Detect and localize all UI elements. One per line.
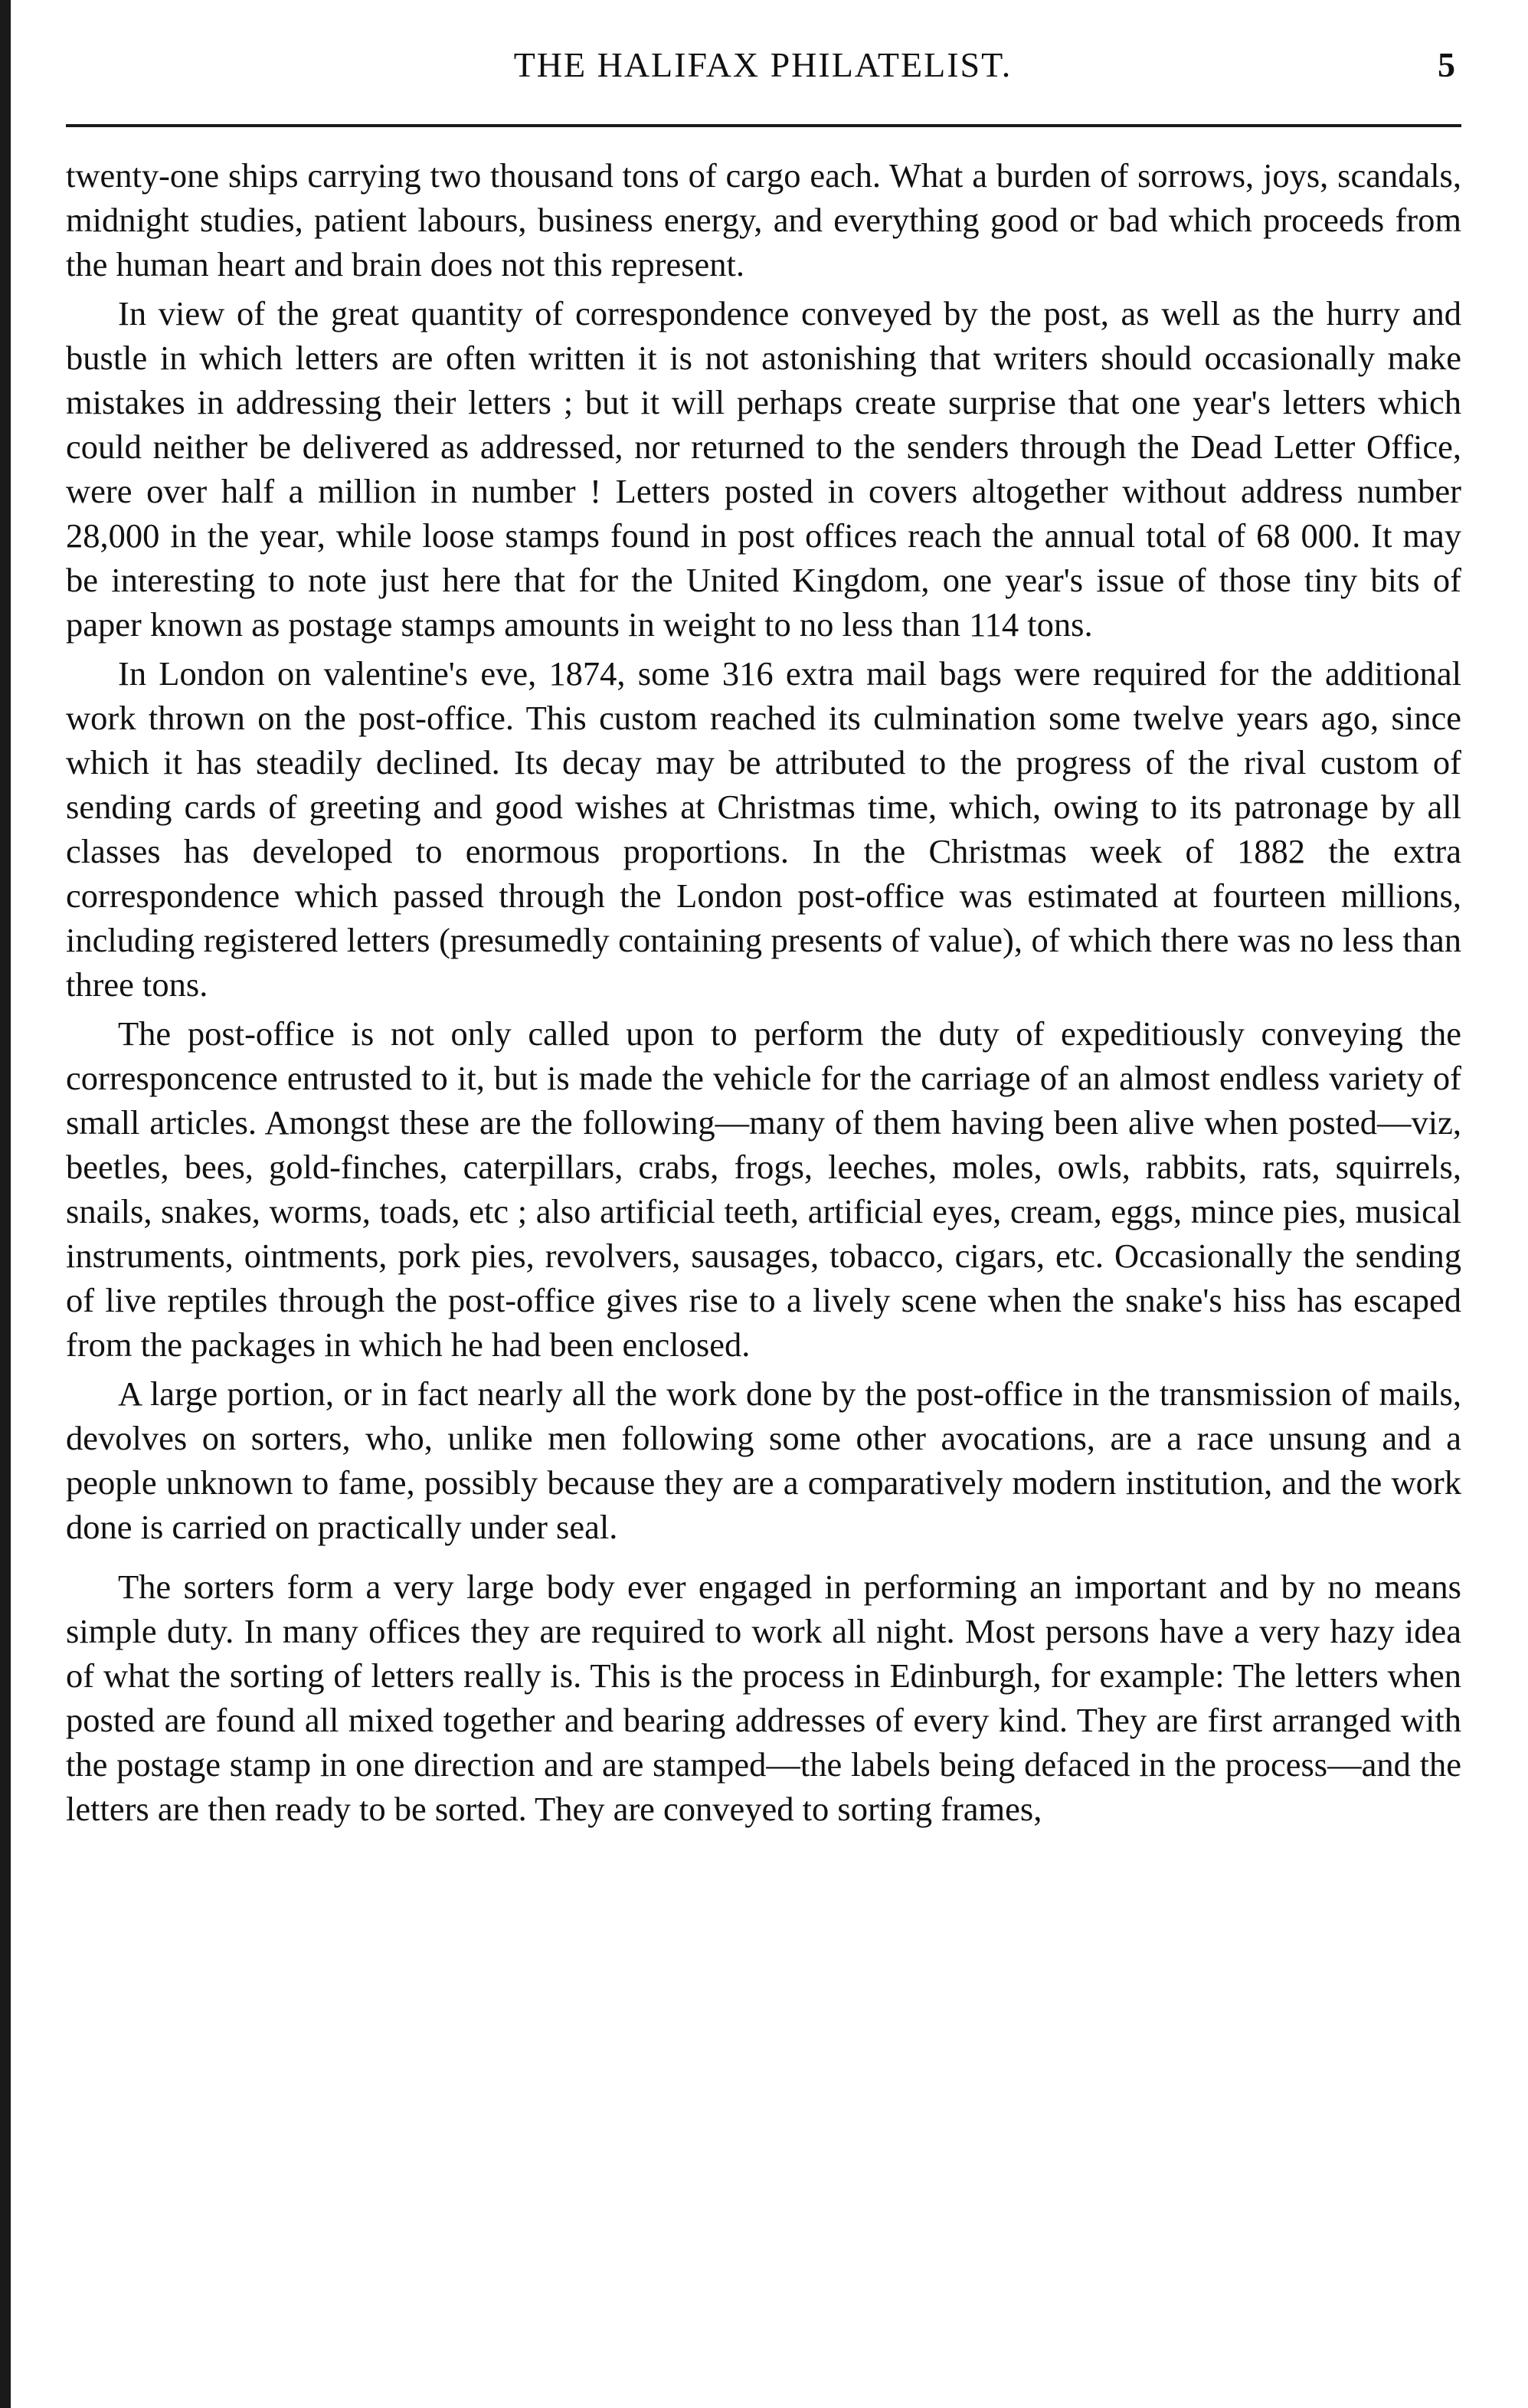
- journal-title: THE HALIFAX PHILATELIST.: [513, 45, 1013, 84]
- paragraph-continuation: twenty-one ships carrying two thousand tons of cargo each. What a burden of sorrows, joys, scandals, midnight studies, patient labours, business energy, and everything good or bad which proceeds from the human heart and brain does not this represent.: [66, 156, 1461, 283]
- paragraph-dead-letters: In view of the great quantity of correspondence conveyed by the post, as well as the hurry and bustle in which letters are often written it is not astonishing that writers should occasionally make mistakes in addressing their letters ; but it will perhaps create surprise that one year's letters which could neither be delivered as addressed, nor returned to the senders through the Dead Letter Office, were over half a million in number ! Letters posted in covers altogether without address number 28,000 in the year, while loose stamps found in post offices reach the annual total of 68 000. It may be interesting to note just here that for the United Kingdom, one year's issue of those tiny bits of paper known as postage stamps amounts in weight to no less than 114 tons.: [66, 294, 1461, 644]
- article-body: [66, 153, 1461, 1831]
- paragraph-small-articles: The post-office is not only called upon to perform the duty of expeditiously conveying the corresponcence entrusted to it, but is made the vehicle for the carriage of an almost endless variety of small articles. Amongst these are the following—many of them having been alive when posted—viz, beetles, bees, gold-finches, caterpillars, crabs, frogs, leeches, moles, owls, rabbits, rats, squirrels, snails, snakes, worms, toads, etc ; also artificial teeth, artificial eyes, cream, eggs, mince pies, musical instruments, ointments, pork pies, revolvers, sausages, tobacco, cigars, etc. Occasionally the sending of live reptiles through the post-office gives rise to a lively scene when the snake's hiss has escaped from the packages in which he had been enclosed.: [66, 1014, 1461, 1364]
- header-rule: [66, 124, 1461, 127]
- page-edge-bar: [0, 0, 11, 2408]
- page-number: 5: [1438, 45, 1455, 84]
- paragraph-valentines: In London on valentine's eve, 1874, some 316 extra mail bags were required for the additional work thrown on the post-office. This custom reached its culmination some twelve years ago, since which it has steadily declined. Its decay may be attributed to the progress of the rival custom of sending cards of greeting and good wishes at Christmas time, which, owing to its patronage by all classes has developed to enormous proportions. In the Christmas week of 1882 the extra correspondence which passed through the London post-office was estimated at fourteen millions, including registered letters (presumedly containing presents of value), of which there was no less than three tons.: [66, 654, 1461, 1004]
- paragraph-sorting-process: The sorters form a very large body ever engaged in performing an important and by no means simple duty. In many offices they are required to work all night. Most persons have a very hazy idea of what the sorting of letters really is. This is the process in Edinburgh, for example: The letters when posted are found all mixed together and bearing addresses of every kind. They are first arranged with the postage stamp in one direction and are stamped—the labels being defaced in the process—and the letters are then ready to be sorted. They are conveyed to sorting frames,: [66, 1568, 1461, 1828]
- running-header: [66, 44, 1460, 98]
- paragraph-sorters: A large portion, or in fact nearly all the work done by the post-office in the transmission of mails, devolves on sorters, who, unlike men following some other avocations, are a race unsung and a people unknown to fame, possibly because they are a comparatively modern institution, and the work done is carried on practically under seal.: [66, 1374, 1461, 1546]
